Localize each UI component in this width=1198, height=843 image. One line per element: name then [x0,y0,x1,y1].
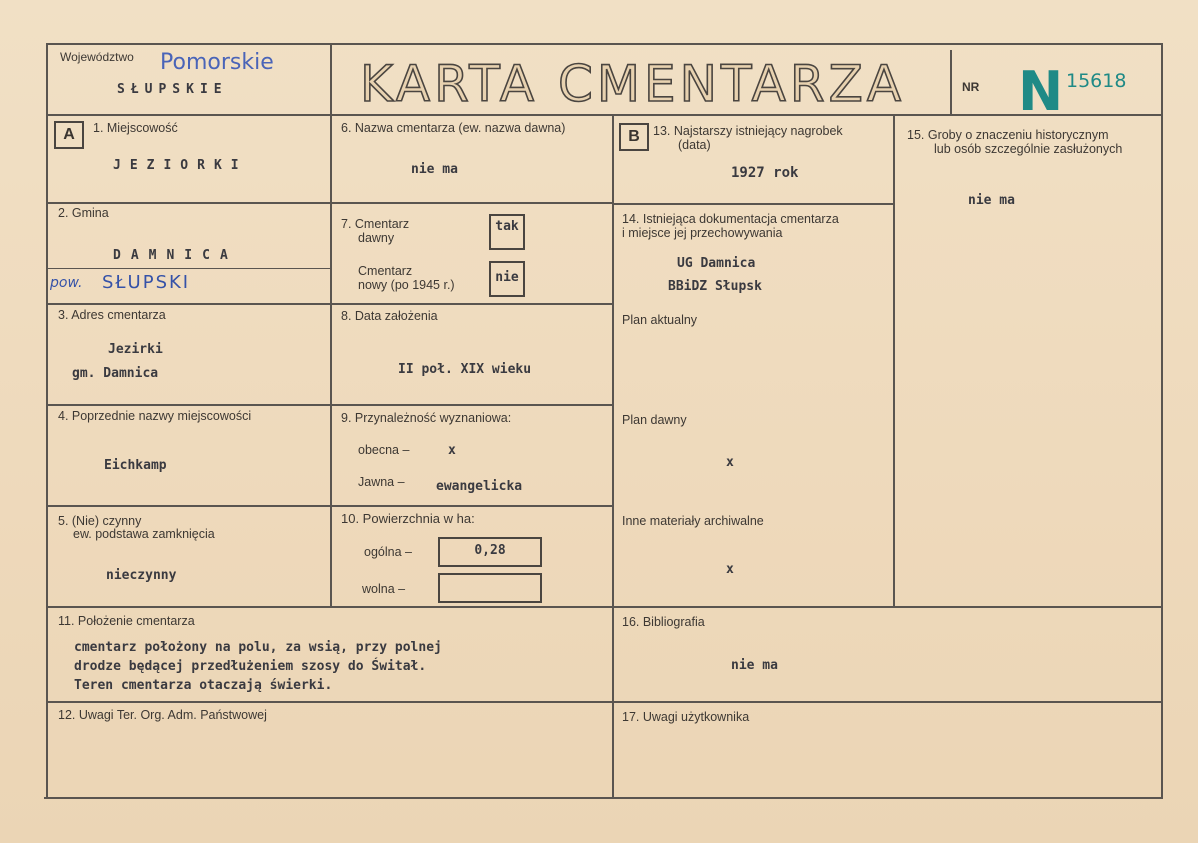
field-9-obecna-value: x [448,443,456,458]
field-9-jawna-value: ewangelicka [436,479,523,494]
field-10-ogolna-label: ogólna – [364,545,412,559]
field-14-label-1: 14. Istniejąca dokumentacja cmentarza [622,212,839,226]
field-10-ogolna-value: 0,28 [474,543,506,558]
plan-dawny-label: Plan dawny [622,413,687,427]
row-11-12 [46,701,1163,703]
field-7-dawny-value: tak [495,219,519,234]
field-6-value: nie ma [411,162,458,177]
field-10-label: 10. Powierzchnia w ha: [341,511,475,526]
field-11-line2: drodze będącej przedłużeniem szosy do Świtał. [74,659,427,674]
field-7-dawny-label-1: 7. Cmentarz [341,217,410,231]
field-7-dawny-label-2: dawny [358,231,395,245]
field-3-line2: gm. Damnica [72,366,159,381]
field-7-nowy-value: nie [495,270,519,285]
field-15-label-1: 15. Groby o znaczeniu historycznym [907,128,1109,142]
field-9-label: 9. Przynależność wyznaniowa: [341,411,512,425]
field-3-line1: Jezirki [108,342,163,357]
field-5-label-2: ew. podstawa zamknięcia [73,527,215,541]
field-2-pow-value: SŁUPSKI [102,272,191,293]
field-14-line1: UG Damnica [677,256,756,271]
frame-right [1161,43,1163,799]
section-b-letter: B [619,123,649,151]
row-13-14 [612,203,893,205]
header-vline-1 [330,43,332,607]
field-10-wolna-label: wolna – [362,582,406,596]
row-5-11 [46,606,1163,608]
field-1-label: 1. Miejscowość [93,121,178,135]
header-vline-2 [950,50,952,114]
field-16-value: nie ma [731,658,778,673]
field-17-label: 17. Uwagi użytkownika [622,710,750,724]
row-4-5 [46,505,612,507]
wojewodztwo-handwritten: Pomorskie [160,50,274,75]
field-15-label-2: lub osób szczególnie zasłużonych [934,142,1123,156]
field-12-label: 12. Uwagi Ter. Org. Adm. Państwowej [58,708,267,722]
field-7-nowy-label-2: nowy (po 1945 r.) [358,278,455,292]
plan-dawny-value: x [726,455,734,470]
field-4-label: 4. Poprzednie nazwy miejscowości [58,409,252,423]
field-11-line3: Teren cmentarza otaczają świerki. [74,678,333,693]
inne-materialy-value: x [726,562,734,577]
field-11-label: 11. Położenie cmentarza [58,614,195,628]
field-4-value: Eichkamp [104,458,167,473]
plan-aktualny-label: Plan aktualny [622,313,698,327]
field-15-value: nie ma [968,193,1015,208]
row-2-3 [46,303,612,305]
header-divider [46,114,1163,116]
col-b-left [612,114,614,799]
field-5-label-1: 5. (Nie) czynny [58,514,142,528]
card-title: KARTA CMENTARZA [360,55,906,113]
field-6-label: 6. Nazwa cmentarza (ew. nazwa dawna) [341,121,566,135]
field-14-label-2: i miejsce jej przechowywania [622,226,783,240]
gmina-underline [48,268,330,269]
field-16-label: 16. Bibliografia [622,615,705,629]
field-2-value: DAMNICA [113,248,238,263]
field-13-label-2: (data) [678,138,711,152]
field-9-obecna-label: obecna – [358,443,410,457]
field-8-value: II poł. XIX wieku [398,362,532,377]
row-1-2 [46,202,612,204]
field-2-label: 2. Gmina [58,206,109,220]
field-1-value: JEZIORKI [113,158,248,173]
field-7-nowy-label-1: Cmentarz [358,264,413,278]
field-14-line2: BBiDZ Słupsk [668,279,762,294]
field-8-label: 8. Data założenia [341,309,438,323]
row-3-4 [46,404,612,406]
frame-top [46,43,1163,45]
col-15-left [893,114,895,608]
field-9-jawna-label: Jawna – [358,475,405,489]
field-3-label: 3. Adres cmentarza [58,308,166,322]
field-5-value: nieczynny [106,568,177,583]
field-11-line1: cmentarz położony na polu, za wsią, przy polnej [74,640,442,655]
section-a-letter: A [54,121,84,149]
nr-letter: N [1018,60,1064,123]
frame-bottom [44,797,1162,799]
field-2-pow-label: pow. [50,275,83,291]
nr-number: 15618 [1066,70,1127,92]
field-10-wolna-box [438,573,542,603]
wojewodztwo-typed: SŁUPSKIE [117,82,228,97]
nr-label: NR [962,80,980,94]
frame-left [46,43,48,799]
field-13-label-1: 13. Najstarszy istniejący nagrobek [653,124,843,138]
inne-materialy-label: Inne materiały archiwalne [622,514,764,528]
wojewodztwo-label: Województwo [60,50,134,64]
field-13-value: 1927 rok [731,165,799,181]
